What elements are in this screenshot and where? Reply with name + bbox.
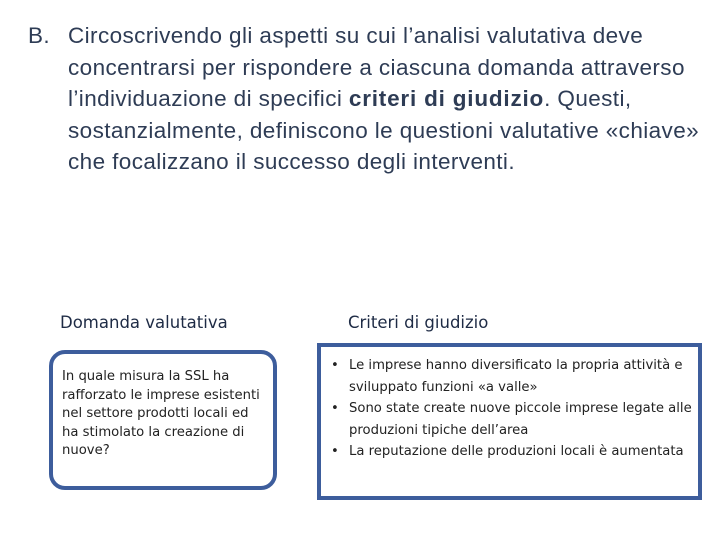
criteria-list (331, 355, 692, 463)
criteria-item-text: La reputazione delle produzioni locali è aumentata (349, 444, 684, 459)
bullet-icon: • (331, 401, 339, 416)
criteria-item (331, 441, 692, 463)
criteria-item-text: Le imprese hanno diversificato la propria attività e sviluppato funzioni «a valle» (349, 358, 683, 395)
section-letter: B. (28, 23, 51, 48)
criteria-box (317, 343, 702, 500)
intro-text (68, 20, 708, 178)
question-column-heading: Domanda valutativa (60, 313, 228, 332)
criteria-column-heading: Criteri di giudizio (348, 313, 489, 332)
intro-text-after: . Questi, sostanzialmente, definiscono le questioni valutative «chiave» che focalizzano il successo degli interventi. (68, 86, 700, 174)
bullet-icon: • (331, 444, 339, 459)
question-box (49, 350, 277, 490)
intro-paragraph (28, 20, 708, 178)
criteria-item-text: Sono state create nuove piccole imprese legate alle produzioni tipiche dell’area (349, 401, 692, 438)
criteria-item (331, 355, 692, 398)
intro-text-emphasis: criteri di giudizio (348, 86, 545, 111)
bullet-icon: • (331, 358, 339, 373)
criteria-item (331, 398, 692, 441)
intro-text-before: Circoscrivendo gli aspetti su cui l’analisi valutativa deve concentrarsi per rispondere a ciascuna domanda attraverso l’individuazione di specifici (68, 23, 685, 111)
question-text: In quale misura la SSL ha rafforzato le imprese esistenti nel settore prodotti locali ed ha stimolato la creazione di nuove? (62, 369, 260, 458)
